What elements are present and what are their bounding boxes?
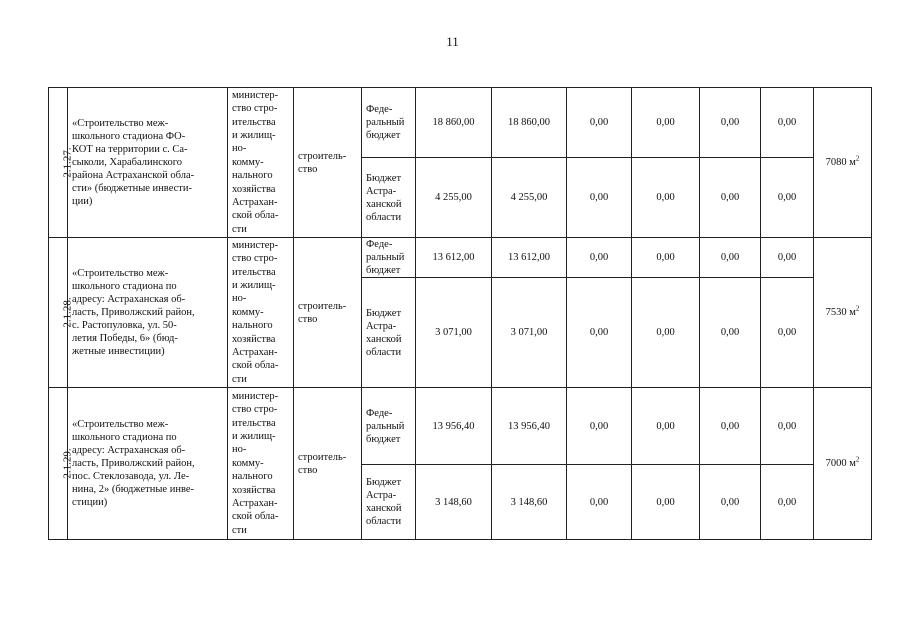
funding-value: 0,00	[700, 158, 761, 238]
funding-source-cell	[362, 88, 416, 158]
table-row	[49, 88, 872, 158]
funding-value: 3 148,60	[416, 465, 492, 540]
capacity-cell	[814, 238, 872, 388]
executor: министер- ство стро- ительства и жилищ- но- комму- нального хозяйства Астрахан- ской обла- сти	[232, 239, 279, 385]
executor-cell	[228, 388, 294, 540]
funding-value: 0,00	[632, 238, 700, 278]
funding-value: 4 255,00	[416, 158, 492, 238]
funding-value: 18 860,00	[492, 88, 567, 158]
funding-value: 13 956,40	[416, 388, 492, 465]
object-description: «Строительство меж- школьного стадиона ФО- КОТ на территории с. Са- сыколи, Харабалинского района Астраханской обла- сти» (бюджетные инвести- ции)	[72, 118, 195, 207]
funding-source: Феде- ральный бюджет	[366, 407, 405, 445]
object-description-cell	[68, 388, 228, 540]
funding-value: 0,00	[567, 278, 632, 388]
funding-value: 0,00	[700, 388, 761, 465]
capacity-text: 7530 м	[825, 307, 856, 318]
funding-source: Бюджет Астра- ханской области	[366, 307, 402, 358]
funding-value: 0,00	[700, 465, 761, 540]
row-code: 2.1.28.	[61, 297, 74, 328]
capacity-value	[825, 304, 860, 318]
funding-value: 0,00	[700, 278, 761, 388]
funding-value: 0,00	[761, 388, 814, 465]
funding-value: 0,00	[567, 238, 632, 278]
funding-source: Бюджет Астра- ханской области	[366, 477, 402, 527]
capacity-value	[825, 455, 860, 469]
capacity-unit-superscript: 2	[855, 154, 860, 163]
funding-value: 4 255,00	[492, 158, 567, 238]
funding-source-cell	[362, 238, 416, 278]
work-type: строитель- ство	[298, 451, 347, 476]
funding-value: 0,00	[567, 158, 632, 238]
row-code-cell	[49, 88, 74, 238]
capacity-text: 7080 м	[825, 157, 856, 168]
budget-table	[48, 87, 872, 540]
funding-value: 0,00	[761, 278, 814, 388]
funding-source: Феде- ральный бюджет	[366, 239, 405, 276]
work-type: строитель- ство	[298, 150, 347, 175]
work-type-cell	[294, 88, 362, 238]
page-number: 11	[446, 34, 459, 49]
row-code-cell	[49, 388, 74, 540]
funding-value: 13 956,40	[492, 388, 567, 465]
object-description: «Строительство меж- школьного стадиона по адресу: Астраханская об- ласть, Приволжский район, с. Растопуловка, ул. 50- летия Победы, 6» (бюд- жетные инвестиции)	[72, 268, 195, 357]
funding-value: 0,00	[632, 388, 700, 465]
table-row	[49, 388, 872, 465]
table-row	[49, 238, 872, 278]
capacity-value	[825, 154, 860, 168]
funding-value: 0,00	[700, 88, 761, 158]
funding-value: 0,00	[567, 465, 632, 540]
funding-value: 0,00	[761, 88, 814, 158]
work-type: строитель- ство	[298, 300, 347, 325]
object-description-cell	[68, 238, 228, 388]
funding-value: 0,00	[632, 158, 700, 238]
funding-value: 18 860,00	[416, 88, 492, 158]
funding-value: 0,00	[632, 88, 700, 158]
funding-source: Феде- ральный бюджет	[366, 104, 405, 141]
table-body	[49, 88, 872, 540]
funding-value: 0,00	[567, 388, 632, 465]
executor-cell	[228, 88, 294, 238]
funding-source: Бюджет Астра- ханской области	[366, 172, 402, 223]
funding-value: 13 612,00	[416, 238, 492, 278]
funding-value: 0,00	[567, 88, 632, 158]
work-type-cell	[294, 388, 362, 540]
object-description: «Строительство меж- школьного стадиона по адресу: Астраханская об- ласть, Приволжский район, пос. Стеклозавода, ул. Ле- нина, 2» (бюджетные инве- стиции)	[72, 419, 195, 508]
funding-source-cell	[362, 158, 416, 238]
row-code: 2.1.27.	[61, 147, 74, 178]
funding-value: 0,00	[761, 158, 814, 238]
funding-value: 0,00	[761, 465, 814, 540]
capacity-unit-superscript: 2	[855, 304, 860, 313]
capacity-text: 7000 м	[825, 458, 856, 469]
funding-source-cell	[362, 388, 416, 465]
funding-value: 3 071,00	[416, 278, 492, 388]
capacity-cell	[814, 88, 872, 238]
executor-cell	[228, 238, 294, 388]
funding-source-cell	[362, 278, 416, 388]
funding-value: 0,00	[632, 278, 700, 388]
funding-value: 0,00	[632, 465, 700, 540]
object-description-cell	[68, 88, 228, 238]
capacity-unit-superscript: 2	[855, 455, 860, 464]
funding-value: 0,00	[700, 238, 761, 278]
work-type-cell	[294, 238, 362, 388]
funding-value: 0,00	[761, 238, 814, 278]
row-code-cell	[49, 238, 74, 388]
row-code: 2.1.29.	[61, 448, 74, 479]
executor: министер- ство стро- ительства и жилищ- но- комму- нального хозяйства Астрахан- ской обла- сти	[232, 89, 279, 235]
funding-value: 3 148,60	[492, 465, 567, 540]
funding-value: 13 612,00	[492, 238, 567, 278]
funding-value: 3 071,00	[492, 278, 567, 388]
funding-source-cell	[362, 465, 416, 540]
executor: министер- ство стро- ительства и жилищ- но- комму- нального хозяйства Астрахан- ской обла- сти	[232, 390, 279, 536]
capacity-cell	[814, 388, 872, 540]
